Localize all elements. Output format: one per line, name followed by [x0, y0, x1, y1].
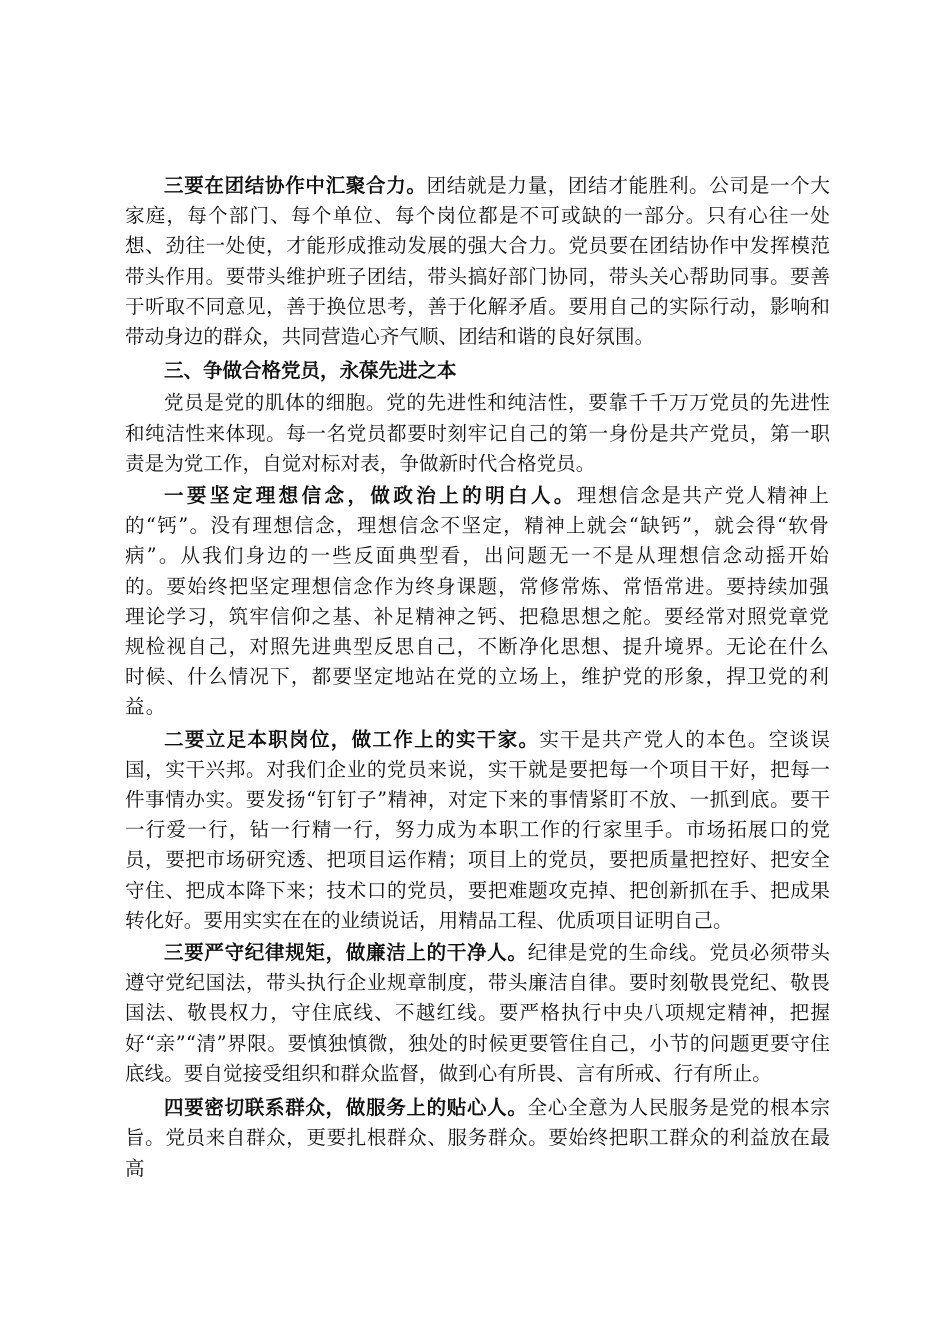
paragraph-body: 理想信念是共产党人精神上的“钙”。没有理想信念，理想信念不坚定，精神上就会“缺钙”，就会得“软骨病”。从我们身边的一些反面典型看，出问题无一不是从理想信念动摇开始的。要始终把坚定理想信念作为终身课题，常修常炼、常悟常进。要持续加强理论学习，筑牢信仰之基、补足精神之钙、把稳思想之舵。要经常对照党章党规检视自己，对照先进典型反思自己，不断净化思想、提升境界。无论在什么时候、什么情况下，都要坚定地站在党的立场上，维护党的形象，捍卫党的利益。	[125, 484, 830, 719]
paragraph-body: 团结就是力量，团结才能胜利。公司是一个大家庭，每个部门、每个单位、每个岗位都是不可或缺的一部分。只有心往一处想、劲往一处使，才能形成推动发展的强大合力。党员要在团结协作中发挥模范带头作用。要带头维护班子团结，带头搞好部门协同，带头关心帮助同事。要善于听取不同意见，善于换位思考，善于化解矛盾。要用自己的实际行动，影响和带动身边的群众，共同营造心齐气顺、团结和谐的良好氛围。	[125, 174, 830, 349]
paragraph-lead: 一要坚定理想信念，做政治上的明白人。	[164, 484, 577, 508]
paragraph-masses	[125, 1093, 830, 1184]
paragraph-ideals	[125, 481, 830, 723]
paragraph-lead: 三要在团结协作中汇聚合力。	[164, 174, 427, 197]
section-heading: 三、争做合格党员，永葆先进之本	[164, 359, 457, 383]
paragraph-lead: 四要密切联系群众，做服务上的贴心人。	[164, 1096, 528, 1120]
paragraph-body: 实干是共产党人的本色。空谈误国，实干兴邦。对我们企业的党员来说，实干就是要把每一个项目干好，把每一件事情办实。要发扬“钉钉子”精神，对定下来的事情紧盯不放、一抓到底。要干一行爱一行，钻一行精一行，努力成为本职工作的行家里手。市场拓展口的党员，要把市场研究透、把项目运作精；项目上的党员，要把质量把控好、把安全守住、把成本降下来；技术口的党员，要把难题攻克掉、把创新抓在手、把成果转化好。要用实实在在的业绩说话，用精品工程、优质项目证明自己。	[125, 727, 830, 932]
paragraph-body: 全心全意为人民服务是党的根本宗旨。党员来自群众，更要扎根群众、服务群众。要始终把职工群众的利益放在最高	[125, 1096, 830, 1180]
paragraph-work	[125, 725, 830, 936]
paragraph-discipline	[125, 938, 830, 1089]
paragraph-intro	[125, 388, 830, 479]
paragraph-body: 纪律是党的生命线。党员必须带头遵守党纪国法，带头执行企业规章制度，带头廉洁自律。要时刻敬畏党纪、敬畏国法、敬畏权力，守住底线、不越红线。要严格执行中央八项规定精神，把握好“亲”“清”界限。要慎独慎微，独处的时候更要管住自己，小节的问题更要守住底线。要自觉接受组织和群众监督，做到心有所畏、言有所戒、行有所止。	[125, 941, 830, 1085]
paragraph-body: 党员是党的肌体的细胞。党的先进性和纯洁性，要靠千千万万党员的先进性和纯洁性来体现。每一名党员都要时刻牢记自己的第一身份是共产党员，第一职责是为党工作，自觉对标对表，争做新时代合格党员。	[125, 391, 830, 475]
paragraph-lead: 三要严守纪律规矩，做廉洁上的干净人。	[164, 941, 528, 965]
paragraph-lead: 二要立足本职岗位，做工作上的实干家。	[164, 727, 540, 751]
paragraph-unity	[125, 171, 830, 352]
document-page	[125, 171, 830, 1184]
